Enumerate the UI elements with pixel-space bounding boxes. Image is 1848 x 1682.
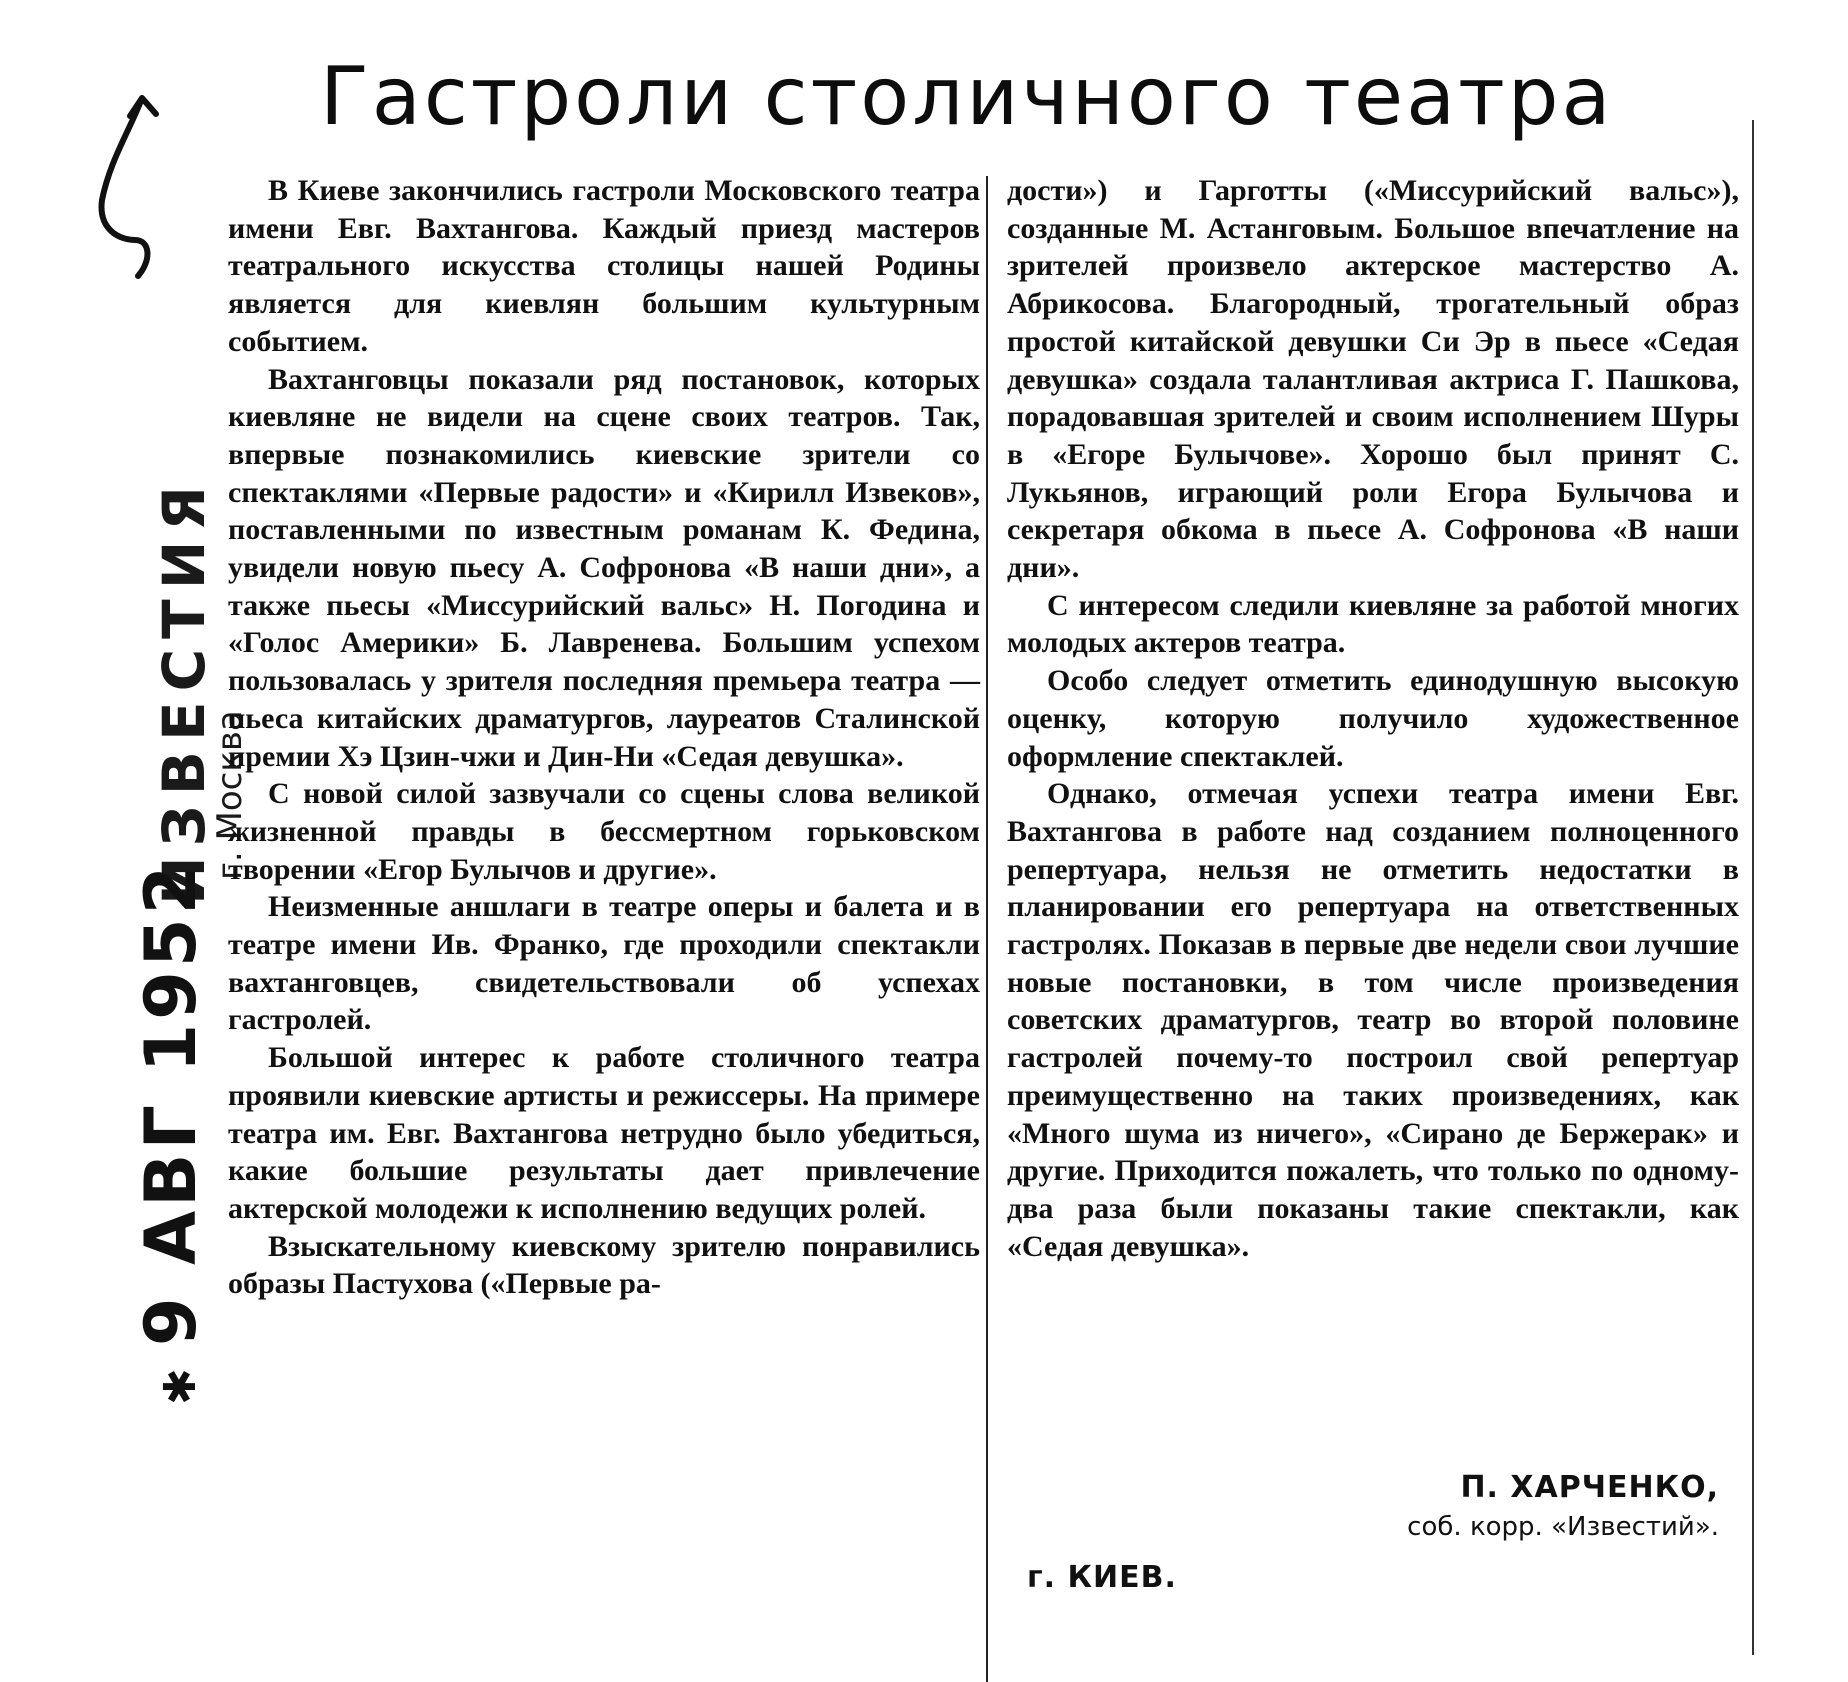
article-paragraph: Особо следует отметить единодушную высокую оценку, которую получило художественное оформление спектаклей.: [1007, 664, 1739, 773]
article-paragraph: В Киеве закончились гастроли Московского театра имени Евг. Вахтангова. Каждый приезд мастеров театрального искусства столицы нашей Родины является для киевлян большим культурным событием.: [228, 174, 980, 358]
star-icon: ✱: [155, 1368, 206, 1405]
publication-date-stamp: [130, 862, 212, 1405]
clipping-edge-rule: [1752, 120, 1754, 1655]
article-paragraph: Однако, отмечая успехи театра имени Евг. Вахтангова в работе над созданием полноценного репертуара, нельзя не отметить недостатки в планировании его репертуара на ответственных гастролях. Показав в первые две недели свои лучшие новые постановки, в том числе произведения советских драматургов, театр во второй половине гастролей почему-то построил свой репертуар преимущественно на таких произведениях, как «Много шума из ничего», «Сирано де Бержерак» и другие. Приходится пожалеть, что только по одному-два раза были показаны такие спектакли, как «Седая девушка».: [1007, 777, 1739, 1263]
paper-city: г. Москва: [210, 710, 250, 880]
article-paragraph: Большой интерес к работе столичного театра проявили киевские артисты и режиссеры. На примере театра им. Евг. Вахтангова нетрудно было убедиться, какие большие результаты дает привлечение актерской молодежи к исполнению ведущих ролей.: [228, 1041, 980, 1225]
article-paragraph: Неизменные аншлаги в театре оперы и балета и в театре имени Ив. Франко, где проходили спектакли вахтанговцев, свидетельствовали об успехах гастролей.: [228, 890, 980, 1037]
article-paragraph: Вахтанговцы показали ряд постановок, которых киевляне не видели на сцене своих театров. Так, впервые познакомились киевские зрители со спектаклями «Первые радости» и «Кирилл Извеков», поставленными по известным романам К. Федина, увидели новую пьесу А. Софронова «В наши дни», а также пьесы «Миссурийский вальс» Н. Погодина и «Голос Америки» Б. Лавренева. Большим успехом пользовалась у зрителя последняя премьера театра — пьеса китайских драматургов, лауреатов Сталинской премии Хэ Цзин-чжи и Дин-Ни «Седая девушка».: [228, 362, 980, 773]
column-divider: [986, 176, 988, 1682]
article-column-2: [1007, 172, 1739, 1265]
article-paragraph: Взыскательному киевскому зрителю понравились образы Пастухова («Первые ра-: [228, 1229, 980, 1301]
headline: Гастроли столичного театра: [320, 50, 1614, 143]
paper-name: ИЗВЕСТИЯ: [150, 476, 218, 905]
article-column-1: [228, 172, 980, 1303]
dateline-city: г. КИЕВ.: [1027, 1560, 1177, 1595]
publication-date: 9 АВГ 1952: [130, 861, 212, 1347]
handwritten-mark: [90, 90, 170, 290]
author-role: соб. корр. «Известий».: [1407, 1512, 1719, 1542]
article-paragraph: С новой силой зазвучали со сцены слова великой жизненной правды в бессмертном горьковском творении «Егор Булычов и другие».: [228, 777, 980, 886]
article-paragraph: дости») и Гарготты («Миссурийский вальс»), созданные М. Астанговым. Большое впечатление на зрителей произвело актерское мастерство А. Абрикосова. Благородный, трогательный образ простой китайской девушки Си Эр в пьесе «Седая девушка» создала талантливая актриса Г. Пашкова, порадовавшая зрителей и своим исполнением Шуры в «Егоре Булычове». Хорошо был принят С. Лукьянов, играющий роли Егора Булычова и секретаря обкома в пьесе А. Софронова «В наши дни».: [1007, 174, 1739, 585]
author-name: П. ХАРЧЕНКО,: [1460, 1470, 1719, 1505]
article-paragraph: С интересом следили киевляне за работой многих молодых актеров театра.: [1007, 588, 1739, 660]
